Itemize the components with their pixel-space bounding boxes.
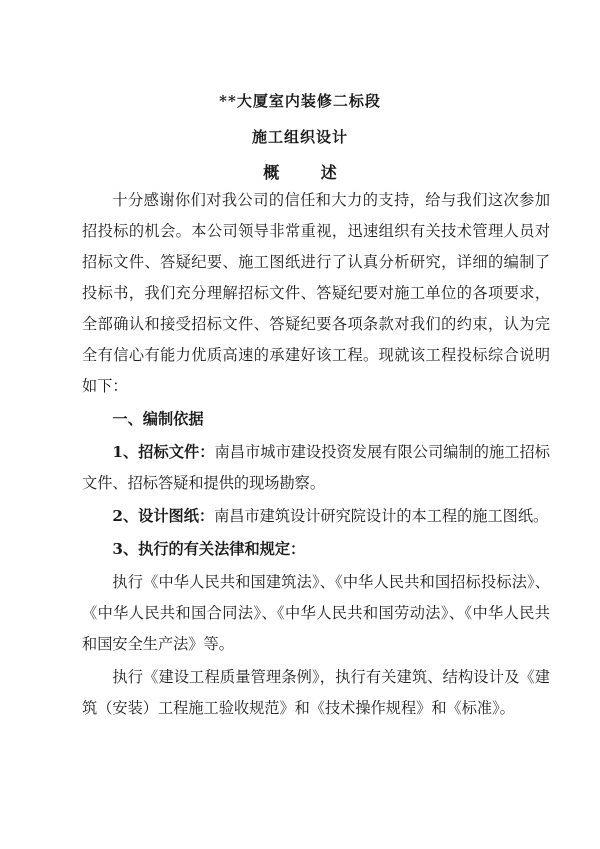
item-label: 2、设计图纸： [112,507,215,525]
section-title: 概 述 [263,163,355,182]
document-body [82,185,550,726]
intro-paragraph: 十分感谢你们对我公司的信任和大力的支持，给与我们这次参加招投标的机会。本公司领导非常重视，迅速组织有关技术管理人员对招标文件、答疑纪要、施工图纸进行了认真分析研究，详细的编制了投标书，我们充分理解招标文件、答疑纪要对施工单位的各项要求，全部确认和接受招标文件、答疑纪要各项条款对我们的约束，认为完全有信心有能力优质高速的承建好该工程。现就该工程投标综合说明如下： [82,191,550,395]
laws-paragraph: 执行《中华人民共和国建筑法》、《中华人民共和国招标投标法》、《中华人民共和国合同法》、《中华人民共和国劳动法》、《中华人民共和国安全生产法》等。 [82,573,550,653]
item-text: 南昌市城市建设投资发展有限公司编制的施工招标文件、招标答疑和提供的现场勘察。 [82,443,550,492]
item-design-drawings [82,501,550,532]
item-label: 1、招标文件： [112,443,215,461]
regulations-paragraph: 执行《建设工程质量管理条例》，执行有关建筑、结构设计及《建筑（安装）工程施工验收规范》和《技术操作规程》和《标准》。 [82,668,550,717]
document-subtitle: 施工组织设计 [251,128,348,146]
document-title: **大厦室内装修二标段 [219,92,381,110]
item-bidding-documents [82,437,550,499]
heading-compilation-basis: 一、编制依据 [112,410,204,428]
item-text: 南昌市建筑设计研究院设计的本工程的施工图纸。 [214,507,549,525]
heading-laws-regulations: 3、执行的有关法律和规定： [112,540,306,558]
